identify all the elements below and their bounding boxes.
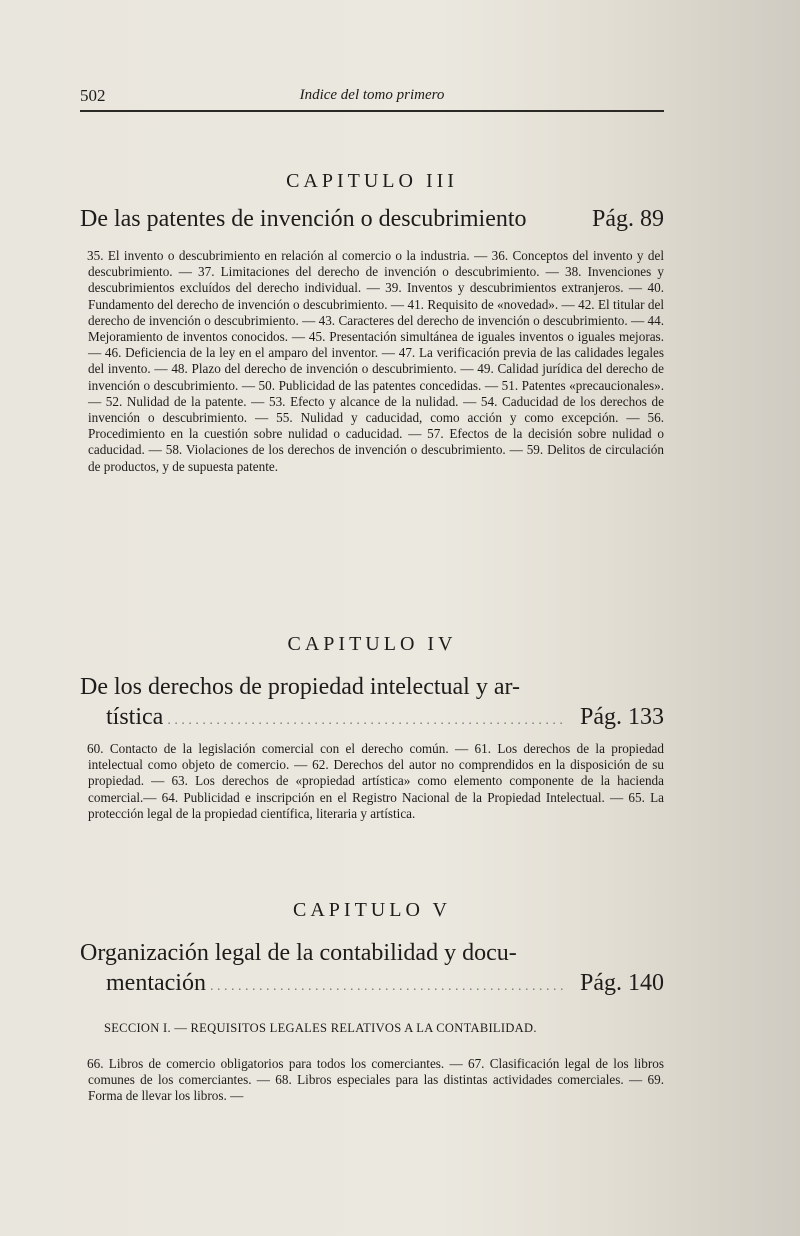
running-title: Indice del tomo primero (299, 87, 445, 103)
section-page-ref: Pág. 133 (580, 704, 664, 730)
section-title-text-cont: mentación (106, 970, 206, 996)
page-number: 502 (80, 86, 106, 105)
section-page-ref: Pág. 140 (580, 970, 664, 996)
section-title-text: De los derechos de propiedad intelectual y ar- (80, 674, 521, 700)
chapter-heading-iii: CAPITULO III (286, 170, 458, 192)
section-title-iii (80, 204, 664, 234)
page-header (80, 86, 664, 112)
subsection-heading: SECCION I. — REQUISITOS LEGALES RELATIVOS A LA CONTABILIDAD. (104, 1021, 537, 1035)
section-page-ref: Pág. 89 (592, 206, 664, 232)
section-title-v (80, 938, 664, 1002)
section-contents-iii: 35. El invento o descubrimiento en relación al comercio o la industria. — 36. Conceptos del invento y del descubrimiento. — 37. Limitaciones del derecho de invención o descubrimiento. — 38. Invenciones y descubrimientos excluídos del derecho individual. — 39. Inventos y descubrimientos extranjeros. — 40. Fundamento del derecho de invención o descubrimiento. — 41. Requisito de «novedad». — 42. El titular del derecho de invención o descubrimiento. — 43. Caracteres del derecho de invención o descubrimiento. — 44. Mejoramiento de inventos conocidos. — 45. Presentación simultánea de iguales inventos o iguales mejoras. — 46. Deficiencia de la ley en el amparo del inventor. — 47. La verificación previa de las calidades legales del invento. — 48. Plazo del derecho de invención o descubrimiento. — 49. Calidad jurídica del derecho de invención o descubrimiento. — 50. Publicidad de las patentes concedidas. — 51. Patentes «precaucionales». — 52. Nulidad de la patente. — 53. Efecto y alcance de la nulidad. — 54. Caducidad de los derechos de invención o descubrimiento. — 55. Nulidad y caducidad, como acción y como excepción. — 56. Procedimiento en la cuestión sobre nulidad o caducidad. — 57. Efectos de la decisión sobre nulidad o caducidad. — 58. Violaciones de los derechos de invención o descubrimiento. — 59. Delitos de circulación de productos, y de supuesta patente. (87, 248, 664, 474)
chapter-heading-v: CAPITULO V (293, 899, 451, 921)
section-contents-v: 66. Libros de comercio obligatorios para todos los comerciantes. — 67. Clasificación legal de los libros comunes de los comerciantes. — 68. Libros especiales para las distintas actividades comerciales. — 69. Forma de llevar los libros. — (87, 1056, 664, 1104)
section-title-text: Organización legal de la contabilidad y docu- (80, 940, 517, 966)
dot-leader (167, 706, 566, 736)
section-title-text: De las patentes de invención o descubrimiento (80, 206, 527, 232)
dot-leader (210, 972, 566, 1002)
section-contents-iv: 60. Contacto de la legislación comercial con el derecho común. — 61. Los derechos de la propiedad intelectual como objeto de comercio. — 62. Derechos del autor no comprendidos en la disposición de su propiedad. — 63. Los derechos de «propiedad artística» como elemento componente de la hacienda comercial.— 64. Publicidad e inscripción en el Registro Nacional de la Propiedad Intelectual. — 65. La protección legal de la propiedad científica, literaria y artística. (87, 741, 664, 821)
section-title-text-cont: tística (106, 704, 164, 730)
chapter-heading-iv: CAPITULO IV (287, 633, 457, 655)
section-title-iv (80, 672, 664, 736)
